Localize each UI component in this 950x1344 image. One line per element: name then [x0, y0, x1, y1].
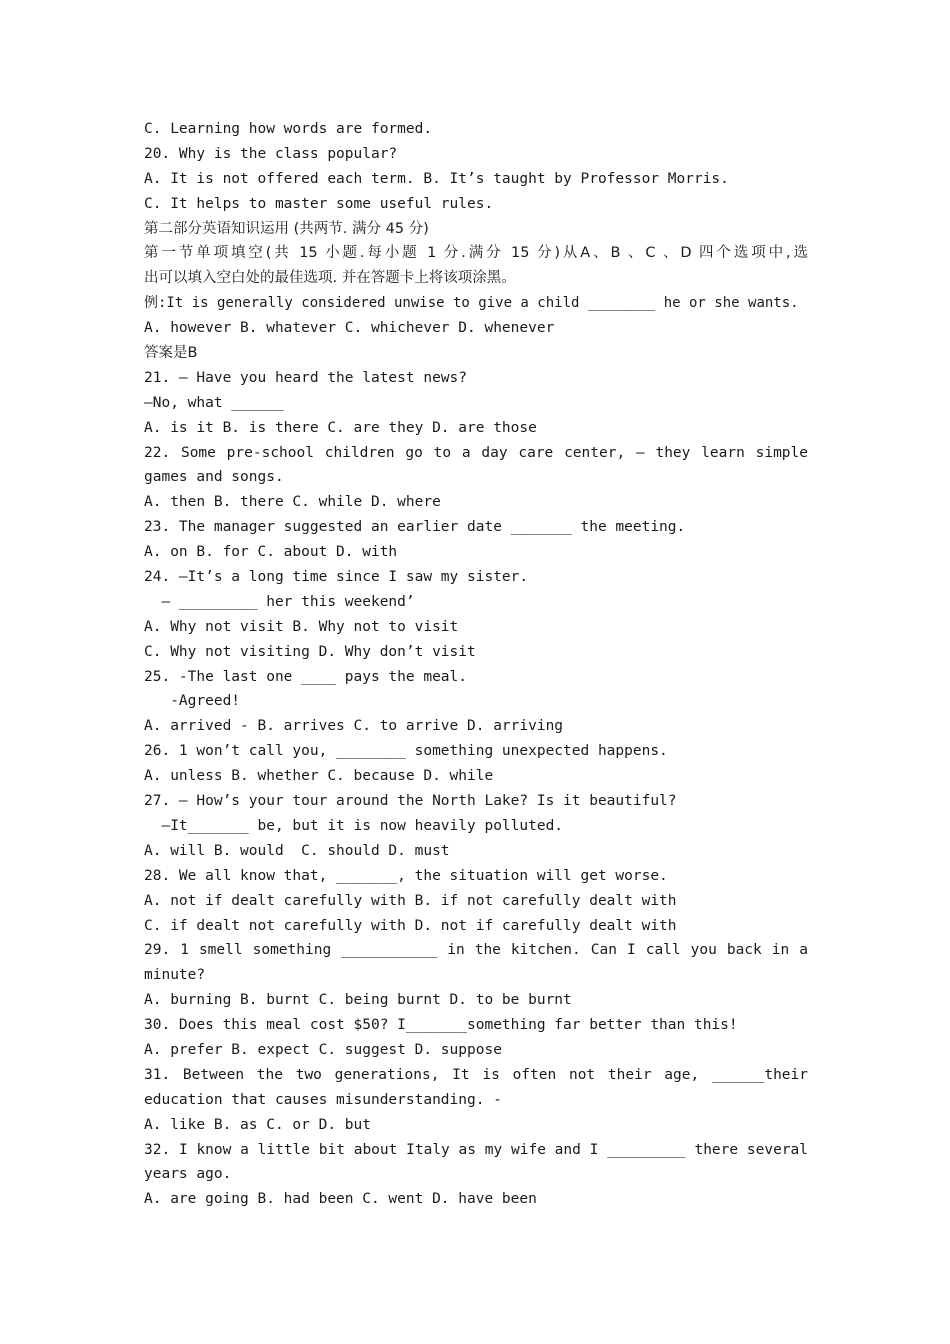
question-26: 26. 1 won’t call you, ________ something unexpected happens.	[144, 743, 668, 760]
option-line: A. It is not offered each term. B. It’s taught by Professor Morris.	[144, 170, 729, 187]
question-30: 30. Does this meal cost $50? I_______something far better than this!	[144, 1017, 738, 1034]
option-line: A. are going B. had been C. went D. have been	[144, 1191, 537, 1208]
question-21: 21. — Have you heard the latest news?	[144, 369, 468, 386]
option-line: A. not if dealt carefully with B. if not carefully dealt with	[144, 892, 677, 909]
question-31: 31. Between the two generations, It is often not their age, ______their	[144, 1066, 808, 1083]
question-25: 25. -The last one ____ pays the meal.	[144, 668, 468, 685]
question-24: 24. —It’s a long time since I saw my sister.	[144, 569, 529, 586]
option-line: A. burning B. burnt C. being burnt D. to be burnt	[144, 992, 572, 1009]
question-29: 29. 1 smell something ___________ in the kitchen. Can I call you back in a	[144, 942, 808, 959]
section-heading: 第二部分英语知识运用 (共两节. 满分 45 分)	[144, 220, 429, 237]
document-page	[144, 117, 808, 1212]
option-line: C. It helps to master some useful rules.	[144, 195, 494, 212]
question-27: 27. — How’s your tour around the North Lake? Is it beautiful?	[144, 793, 677, 810]
option-line: A. prefer B. expect C. suggest D. suppose	[144, 1041, 502, 1058]
option-line: A. Why not visit B. Why not to visit	[144, 618, 459, 635]
question-32: 32. I know a little bit about Italy as my wife and I _________ there several	[144, 1141, 808, 1158]
question-21-reply: —No, what ______	[144, 394, 284, 411]
option-line: A. unless B. whether C. because D. while	[144, 768, 494, 785]
question-23: 23. The manager suggested an earlier date _______ the meeting.	[144, 519, 686, 536]
option-line: A. then B. there C. while D. where	[144, 494, 441, 511]
question-32-cont: years ago.	[144, 1166, 232, 1183]
option-line: A. however B. whatever C. whichever D. whenever	[144, 320, 555, 337]
question-22: 22. Some pre-school children go to a day care center, — they learn simple	[144, 444, 808, 461]
option-line: A. on B. for C. about D. with	[144, 544, 398, 561]
option-line: C. if dealt not carefully with D. not if carefully dealt with	[144, 917, 677, 934]
question-29-cont: minute?	[144, 967, 206, 984]
option-line: A. arrived - B. arrives C. to arrive D. arriving	[144, 718, 564, 735]
option-line: A. will B. would C. should D. must	[144, 842, 450, 859]
question-28: 28. We all know that, _______, the situation will get worse.	[144, 867, 668, 884]
question-20: 20. Why is the class popular?	[144, 145, 398, 162]
question-25-reply: -Agreed!	[144, 693, 241, 710]
example-question: 例:It is generally considered unwise to give a child ________ he or she wants.	[144, 295, 799, 312]
option-line: C. Learning how words are formed.	[144, 121, 433, 137]
question-24-reply: — _________ her this weekend’	[144, 593, 415, 610]
question-22-cont: games and songs.	[144, 469, 284, 486]
section-instructions-cont: 出可以填入空白处的最佳选项. 并在答题卡上将该项涂黑。	[144, 270, 516, 287]
section-instructions: 第一节单项填空(共 15 小题.每小题 1 分.满分 15 分)从A、B 、C 、D 四个选项中,选	[144, 245, 808, 262]
example-answer: 答案是B	[144, 345, 198, 362]
question-27-reply: —It_______ be, but it is now heavily polluted.	[144, 817, 564, 834]
option-line: A. like B. as C. or D. but	[144, 1116, 371, 1133]
question-31-cont: education that causes misunderstanding. -	[144, 1091, 502, 1108]
option-line: C. Why not visiting D. Why don’t visit	[144, 643, 476, 660]
option-line: A. is it B. is there C. are they D. are those	[144, 419, 537, 436]
